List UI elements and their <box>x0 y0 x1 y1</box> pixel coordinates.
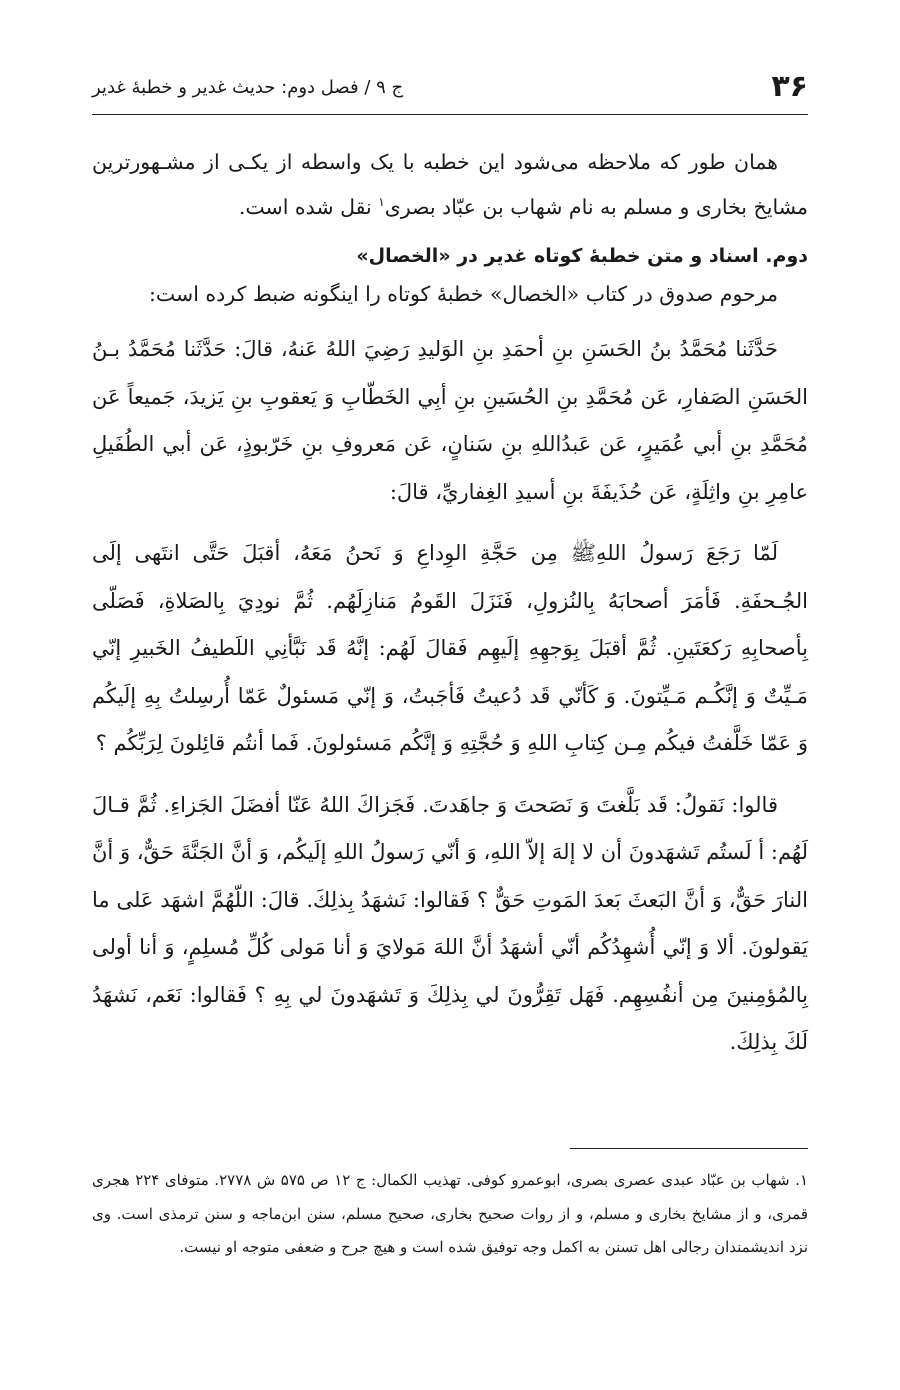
running-head: ج ۹ / فصل دوم: حدیث غدیر و خطبهٔ غدیر <box>92 77 404 98</box>
footnote: ۱. شهاب بن عبّاد عبدی عصری بصری، ابوعمرو کوفی. تهذیب الکمال: ج ۱۲ ص ۵۷۵ ش ۲۷۷۸. متوفای ۲۲۴ هجری قمری، و از مشایخ بخاری و مسلم، و از روات صحیح بخاری، صحیح مسلم، سنن ابن‌ماجه و سنن ترمذی است. وی نزد اندیشمندان رجالی اهل تسنن به اکمل وجه توفیق شده است و هیچ جرح و ضعفی متوجه او نیست. <box>92 1171 808 1256</box>
footnote-reference: ۱ <box>378 195 385 210</box>
page-number: ۳۶ <box>771 69 808 104</box>
main-text <box>92 140 808 1081</box>
isnad-paragraph: حَدَّثَنا مُحَمَّدُ بنُ الحَسَنِ بنِ أحمَدِ بنِ الوَليدِ رَضِيَ اللهُ عَنهُ، قالَ: حَدَّثَنا مُحَمَّدُ بـنُ الحَسَنِ الصَفارِ، عَن مُحَمَّدِ بنِ الحُسَينِ بنِ أبِي الخَطّابِ وَ يَعقوبِ بنِ يَزيدَ، جَميعاً عَن مُحَمَّدِ بنِ أبي عُمَيرٍ، عَن عَبدُاللهِ بنِ سَنانٍ، عَن مَعروفِ بنِ خَرّبوذٍ، عَن أبي الطُفَيلِ عامِرِ بنِ واثِلَةٍ، عَن حُذَيفَةَ بنِ أسيدِ الغِفاريِّ، قالَ: <box>92 337 808 504</box>
intro-text-end: نقل شده است. <box>238 195 379 219</box>
sermon-paragraph-1: لَمّا رَجَعَ رَسولُ اللهِﷺ مِن حَجَّةِ الوِداعِ وَ نَحنُ مَعَهُ، أقبَلَ حَتَّى انتَهى إلَى الجُـحفَةِ. فَأمَرَ أصحابَهُ بِالنُزولِ، فَنَزَلَ القَومُ مَنازِلَهُم. ثُمَّ نودِيَ بِالصَلاةِ، فَصَلّى بِأصحابِهِ رَكعَتَينِ. ثُمَّ أقبَلَ بِوَجهِهِ إلَيهِم فَقالَ لَهُم: إنَّهُ قَد نَبَّأنِي اللَطيفُ الخَبيرِ إنّي مَـيِّتٌ وَ إنَّكُـم مَـيِّتونَ. وَ كَأنّي قَد دُعيتُ فَأجَبتُ، وَ إنّي مَسئولٌ عَمّا أُرسِلتُ بِهِ إلَيكُم وَ عَمّا خَلَّفتُ فيكُم مِـن كِتابِ اللهِ وَ حُجَّتِهِ وَ إنَّكُم مَسئولونَ. فَما أنتُم قائِلونَ لِرَبِّكُم ؟ <box>92 541 808 755</box>
footnote-divider <box>570 1148 808 1149</box>
intro-paragraph <box>92 140 808 230</box>
sermon-paragraph-2: قالوا: نَقولُ: قَد بَلَّغتَ وَ نَصَحتَ وَ جاهَدتَ. فَجَزاكَ اللهُ عَنّا أفضَلَ الجَزاءِ. ثُمَّ قـالَ لَهُم: أ لَستُم تَشهَدونَ أن لا إلهَ إلاّ اللهِ، وَ أنّي رَسولُ اللهِ إلَيكُم، وَ أنَّ الجَنَّةَ حَقٌّ، وَ أنَّ النارَ حَقٌّ، وَ أنَّ البَعثَ بَعدَ المَوتِ حَقٌّ ؟ فَقالوا: نَشهَدُ بِذلِكَ. قالَ: اللّهُمَّ اشهَد عَلى ما يَقولونَ. ألا وَ إنّي أُشهِدُكُم أنّي أشهَدُ أنَّ اللهَ مَولايَ وَ أنا مَولى كُلِّ مُسلِمٍ، وَ أنا أولى بِالمُؤمِنينَ مِن أنفُسِهِم. فَهَل تَقِرُّونَ لي بِذلِكَ وَ تَشهَدونَ لي بِهِ ؟ فَقالوا: نَعَم، نَشهَدُ لَكَ بِذلِكَ. <box>92 792 808 1054</box>
section-heading: دوم. اسناد و متن خطبهٔ کوتاه غدیر در «الخصال» <box>356 245 808 267</box>
book-page <box>92 0 808 1390</box>
intro-text: همان طور که ملاحظه می‌شود این خطبه با یک واسطه از یکـی از مشـهورترین مشایخ بخاری و مسلم به نام شهاب بن عبّاد بصری <box>92 150 808 219</box>
source-line: مرحوم صدوق در کتاب «الخصال» خطبهٔ کوتاه را اینگونه ضبط کرده است: <box>149 282 778 306</box>
page-header <box>92 68 808 115</box>
